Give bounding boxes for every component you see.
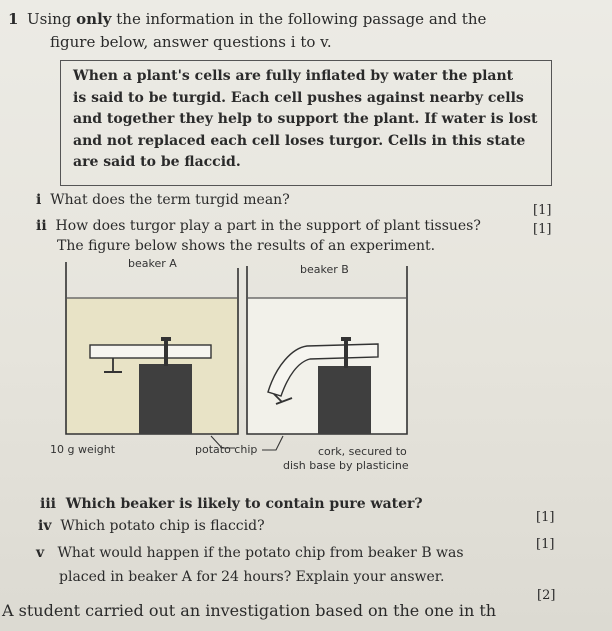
subquestion-iv bbox=[38, 518, 265, 534]
intro-text-bold: only bbox=[76, 10, 112, 28]
question-intro-line2: figure below, answer questions i to v. bbox=[50, 33, 332, 51]
beaker-b-pin bbox=[344, 340, 348, 368]
subquestion-iii bbox=[40, 496, 423, 512]
passage-line: and together they help to support the plant. If water is lost bbox=[73, 111, 538, 127]
weight-label: 10 g weight bbox=[50, 443, 116, 456]
subquestion-numeral: v bbox=[36, 545, 45, 561]
subquestion-v-line2: placed in beaker A for 24 hours? Explain your answer. bbox=[59, 569, 445, 585]
potato-chip-label: potato chip bbox=[195, 443, 258, 456]
beaker-b-label: beaker B bbox=[300, 263, 349, 276]
beaker-a-cork bbox=[139, 364, 192, 434]
marks-v: [2] bbox=[537, 588, 556, 603]
marks-iii: [1] bbox=[536, 510, 555, 525]
beaker-a-label: beaker A bbox=[128, 257, 177, 270]
subquestion-numeral: i bbox=[36, 192, 42, 208]
beaker-a-pin-head bbox=[161, 337, 171, 341]
passage-line: are said to be flaccid. bbox=[73, 154, 241, 170]
question-number: 1 bbox=[8, 10, 19, 28]
cork-label-line1: cork, secured to bbox=[318, 445, 407, 458]
passage-line: is said to be turgid. Each cell pushes against nearby cells bbox=[73, 89, 524, 106]
footer-text: A student carried out an investigation based on the one in th bbox=[2, 601, 497, 620]
subquestion-text: How does turgor play a part in the support of plant tissues? bbox=[55, 218, 481, 234]
subquestion-text: What would happen if the potato chip from beaker B was bbox=[57, 545, 464, 561]
subquestion-numeral: ii bbox=[36, 218, 47, 234]
figure-intro: The figure below shows the results of an experiment. bbox=[57, 238, 436, 254]
marks-iv: [1] bbox=[536, 537, 555, 552]
cork-label-line2: dish base by plasticine bbox=[283, 459, 409, 472]
subquestion-text: Which beaker is likely to contain pure water? bbox=[65, 496, 423, 512]
beaker-a bbox=[66, 262, 238, 434]
marks-i: [1] bbox=[533, 203, 552, 218]
subquestion-numeral: iii bbox=[40, 496, 56, 512]
beaker-a-potato-chip bbox=[90, 345, 211, 358]
passage-line: When a plant's cells are fully inflated by water the plant bbox=[73, 68, 514, 84]
subquestion-numeral: iv bbox=[38, 518, 52, 534]
cork-leader-line bbox=[262, 436, 283, 450]
subquestion-text: What does the term turgid mean? bbox=[50, 192, 290, 208]
beaker-b bbox=[247, 266, 407, 434]
beaker-b-pin-head bbox=[341, 337, 351, 341]
subquestion-text: Which potato chip is flaccid? bbox=[60, 518, 265, 534]
intro-text-post: the information in the following passage and the bbox=[111, 10, 487, 28]
beaker-a-pin bbox=[164, 340, 168, 366]
intro-text-pre: Using bbox=[27, 10, 77, 28]
passage-line: and not replaced each cell loses turgor. Cells in this state bbox=[73, 132, 526, 149]
marks-ii: [1] bbox=[533, 222, 552, 237]
beaker-b-cork bbox=[318, 366, 371, 434]
subquestion-v-line1 bbox=[36, 545, 464, 561]
